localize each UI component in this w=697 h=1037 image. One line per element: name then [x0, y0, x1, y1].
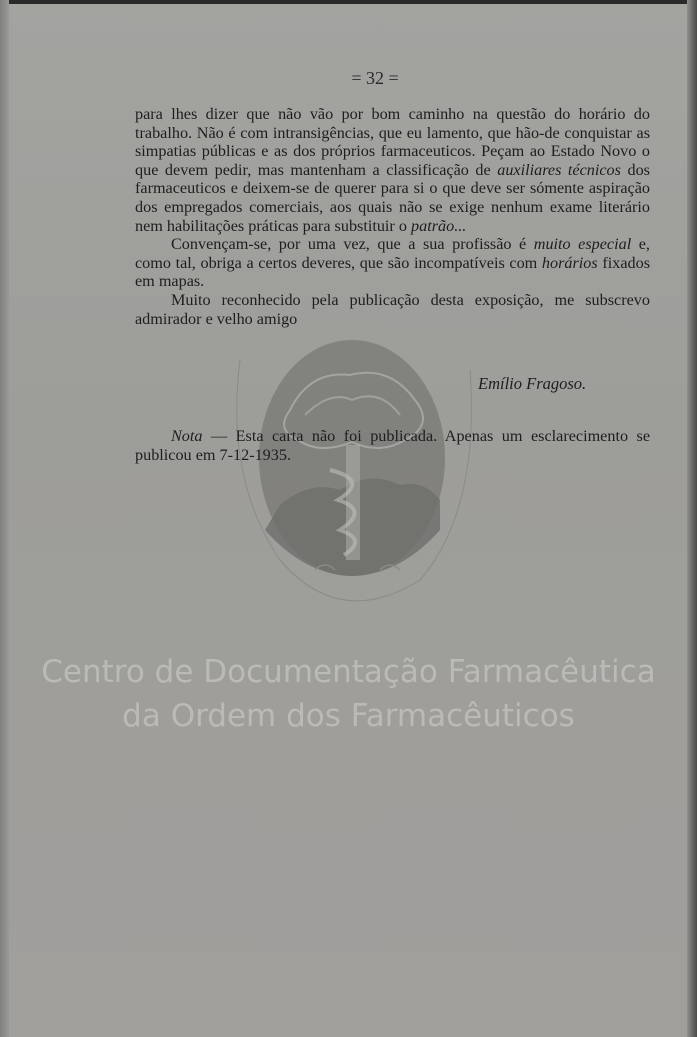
- note-text: — Esta carta não foi publicada. Apenas um esclarecimento se publicou em 7-12-1935.: [135, 427, 650, 464]
- emphasis: auxiliares técnicos: [497, 160, 621, 179]
- text-run: fixados em mapas.: [135, 253, 650, 291]
- note: [135, 427, 650, 465]
- watermark-line-1: Centro de Documentação Farmacêutica: [41, 654, 656, 690]
- emphasis: horários: [541, 253, 598, 272]
- text-run: para lhes dizer que não vão por bom caminho na questão do horário do trabalho. Não é com intransigências, que eu lamento, que hão-de conquistar as simpatias públicas e as dos próprios farmaceuticos. Peçam ao Estado Novo o que devem pedir, mas mantenham a classificação de: [135, 105, 650, 179]
- page-right-edge: [687, 0, 697, 1037]
- emphasis: muito especial: [533, 235, 632, 254]
- page-number: = 32 =: [351, 68, 399, 88]
- watermark: [0, 650, 697, 738]
- paragraph-1: [135, 105, 650, 235]
- letter-body: [135, 105, 650, 328]
- text-run: e, como tal, obriga a certos deveres, que são incompatíveis com: [135, 235, 650, 272]
- paragraph-2: [135, 235, 650, 291]
- watermark-line-2: da Ordem dos Farmacêuticos: [122, 698, 575, 734]
- text-run: Convençam-se, por uma vez, que a sua profissão é: [171, 235, 534, 254]
- text-run: dos farmaceuticos e deixem-se de querer para si o que deve ser sómente aspiração dos empregados comerciais, aos quais não se exige nenhum exame literário nem habilitações práticas para substituir o: [135, 160, 650, 235]
- signature: Emílio Fragoso.: [478, 374, 587, 393]
- note-label: Nota: [171, 427, 203, 445]
- seal-logo-icon: [220, 330, 485, 615]
- emphasis: patrão...: [411, 216, 467, 235]
- paragraph-3: Muito reconhecido pela publicação desta exposição, me subscrevo admirador e velho amigo: [135, 290, 650, 328]
- page-left-edge: [0, 0, 9, 1037]
- page-top-edge: [0, 0, 697, 4]
